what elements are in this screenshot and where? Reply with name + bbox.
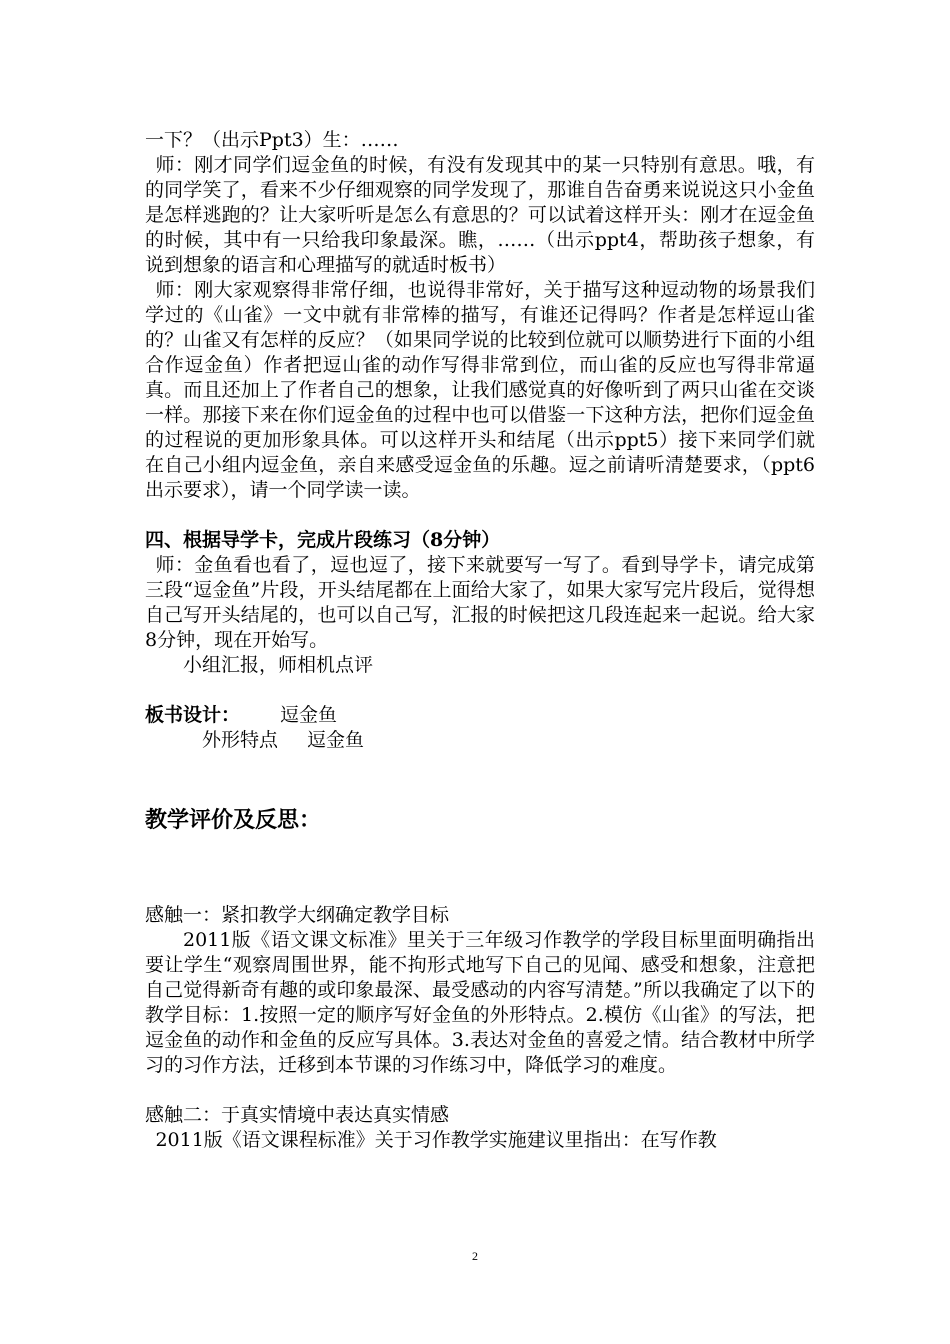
paragraph-3: 师：刚大家观察得非常仔细，也说得非常好，关于描写这种逗动物的场景我们学过的《山雀》一文中就有非常棒的描写，有谁还记得吗？作者是怎样逗山雀的？山雀又有怎样的反应？（如果同学说的比较到位就可以顺势进行下面的小组合作逗金鱼）作者把逗山雀的动作写得非常到位，而山雀的反应也写得非常逼真。而且还加上了作者自己的想象，让我们感觉真的好像听到了两只山雀在交谈一样。那接下来在你们逗金鱼的过程中也可以借鉴一下这种方法，把你们逗金鱼的过程说的更加形象具体。可以这样开头和结尾（出示ppt5）接下来同学们就在自己小组内逗金鱼，亲自来感受逗金鱼的乐趣。逗之前请听清楚要求，（ppt6出示要求），请一个同学读一读。 [145,279,815,501]
reflection-heading: 教学评价及反思： [145,807,322,833]
spacer [145,503,815,528]
page-number: 2 [472,1249,478,1263]
board-item-appearance: 外形特点 [202,729,279,751]
touch-2-body: 2011版《语文课程标准》关于习作教学实施建议里指出：在写作教 [155,1129,717,1151]
paragraph-4: 师：金鱼看也看了，逗也逗了，接下来就要写一写了。看到导学卡，请完成第三段“逗金鱼”片段，开头结尾都在上面给大家了，如果大家写完片段后，觉得想自己写开头结尾的，也可以自己写，汇报的时候把这几段连起来一起说。给大家8分钟，现在开始写。 [145,554,815,651]
spacer [145,835,815,903]
board-design-title: 逗金鱼 [280,704,338,726]
paragraph-2: 师：刚才同学们逗金鱼的时候，有没有发现其中的某一只特别有意思。哦，有的同学笑了，看来不少仔细观察的同学发现了，那谁自告奋勇来说说这只小金鱼是怎样逃跑的？让大家听听是怎么有意思的？可以试着这样开头：刚才在逗金鱼的时候，其中有一只给我印象最深。瞧，……（出示ppt4，帮助孩子想象，有说到想象的语言和心理描写的就适时板书） [145,154,815,276]
touch-1-title: 感触一：紧扣教学大纲确定教学目标 [145,904,450,926]
section-4-heading: 四、根据导学卡，完成片段练习（8分钟） [145,529,501,551]
touch-2-title: 感触二：于真实情境中表达真实情感 [145,1104,450,1126]
board-item-tease: 逗金鱼 [307,729,365,751]
board-design-items [145,728,815,753]
board-design-line [145,703,815,728]
board-design-label: 板书设计： [145,704,241,726]
spacer [145,1078,815,1103]
touch-1-body: 2011版《语文课文标准》里关于三年级习作教学的学段目标里面明确指出要让学生“观察周围世界，能不拘形式地写下自己的见闻、感受和想象，注意把自己觉得新奇有趣的或印象最深、最受感动的内容写清楚。”所以我确定了以下的教学目标：1.按照一定的顺序写好金鱼的外形特点。2.模仿《山雀》的写法，把逗金鱼的动作和金鱼的反应写具体。3.表达对金鱼的喜爱之情。结合教材中所学习的习作方法，迁移到本节课的习作练习中，降低学习的难度。 [145,929,815,1076]
paragraph-1: 一下？（出示Ppt3）生：…… [145,129,399,151]
spacer [145,678,815,703]
document-page [145,128,815,1153]
paragraph-5: 小组汇报，师相机点评 [183,654,374,676]
spacer [145,753,815,805]
